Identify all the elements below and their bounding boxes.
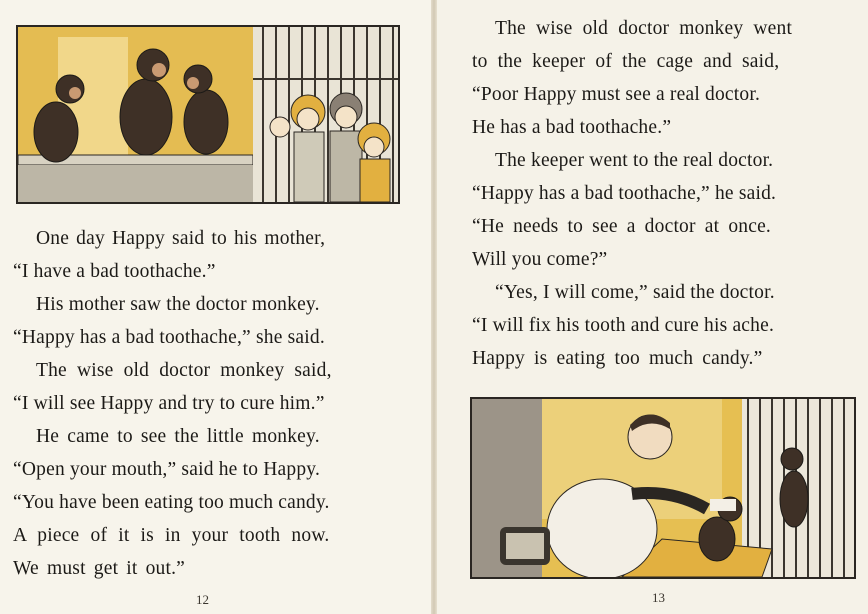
text-line: Happy is eating too much candy.” <box>472 348 763 369</box>
left-page-text <box>0 0 431 600</box>
text-line: “You have been eating too much candy. <box>13 492 330 513</box>
left-page <box>0 0 431 614</box>
page-number: 12 <box>196 592 209 607</box>
text-line: He came to see the little monkey. <box>36 426 320 447</box>
text-line: “I will see Happy and try to cure him.” <box>13 393 325 414</box>
text-line: “He needs to see a doctor at once. <box>472 216 772 237</box>
text-line: “Happy has a bad toothache,” she said. <box>13 327 325 348</box>
text-line: to the keeper of the cage and said, <box>472 51 780 72</box>
text-line: We must get it out.” <box>13 558 186 579</box>
text-line: One day Happy said to his mother, <box>36 228 326 249</box>
text-line: His mother saw the doctor monkey. <box>36 294 320 315</box>
doctor-illustration <box>470 397 856 579</box>
text-line: “Open your mouth,” said he to Happy. <box>13 459 321 480</box>
text-line: He has a bad toothache.” <box>472 117 672 138</box>
text-line: The wise old doctor monkey said, <box>36 360 332 381</box>
right-page-text <box>437 0 868 390</box>
text-line: “Poor Happy must see a real doctor. <box>472 84 761 105</box>
text-line: A piece of it is in your tooth now. <box>13 525 330 546</box>
right-page <box>437 0 868 614</box>
text-line: The keeper went to the real doctor. <box>495 150 774 171</box>
text-line: “Yes, I will come,” said the doctor. <box>495 282 775 303</box>
text-line: “Happy has a bad toothache,” he said. <box>472 183 777 204</box>
page-number: 13 <box>652 590 665 605</box>
text-line: The wise old doctor monkey went <box>495 18 793 39</box>
text-line: Will you come?” <box>472 249 608 270</box>
text-line: “I will fix his tooth and cure his ache. <box>472 315 775 336</box>
text-line: “I have a bad toothache.” <box>13 261 216 282</box>
